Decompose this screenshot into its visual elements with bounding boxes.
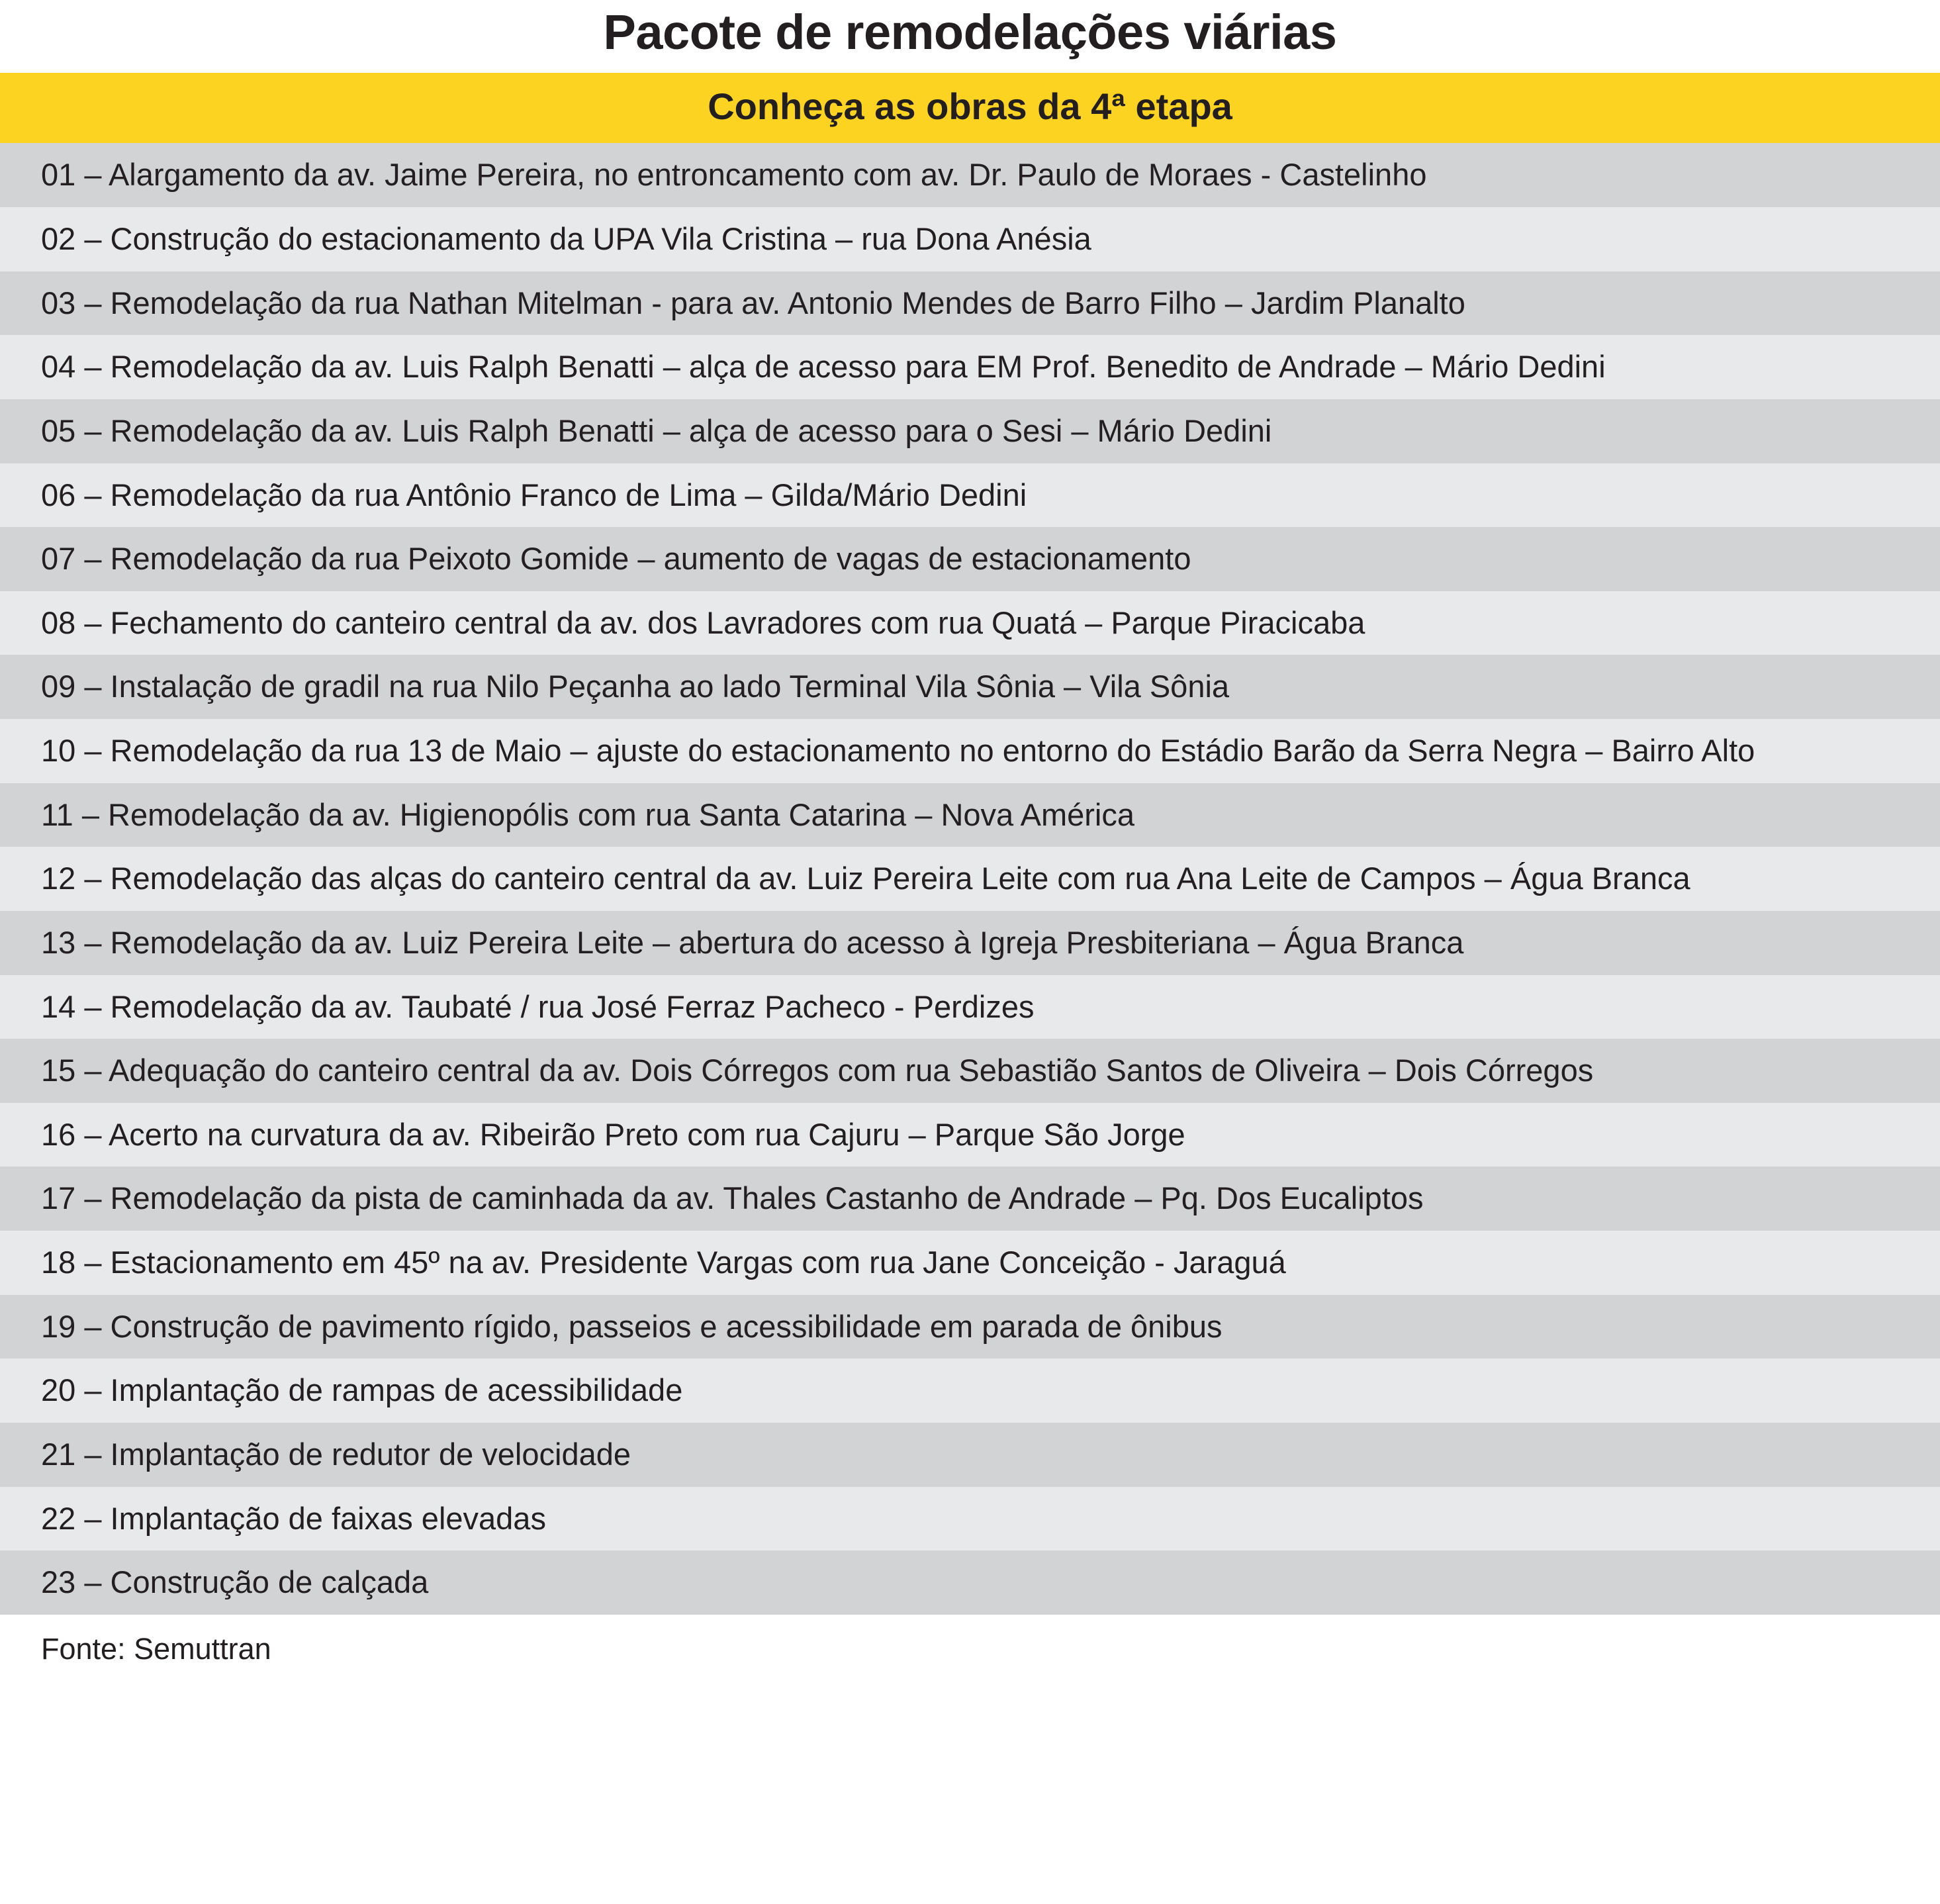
list-item: 14 – Remodelação da av. Taubaté / rua José Ferraz Pacheco - Perdizes xyxy=(0,975,1940,1039)
subtitle-banner: Conheça as obras da 4ª etapa xyxy=(0,73,1940,144)
list-item: 08 – Fechamento do canteiro central da av. dos Lavradores com rua Quatá – Parque Piracicaba xyxy=(0,591,1940,655)
list-item: 03 – Remodelação da rua Nathan Mitelman - para av. Antonio Mendes de Barro Filho – Jardim Planalto xyxy=(0,271,1940,336)
list-item: 06 – Remodelação da rua Antônio Franco de Lima – Gilda/Mário Dedini xyxy=(0,463,1940,528)
list-item: 11 – Remodelação da av. Higienopólis com rua Santa Catarina – Nova América xyxy=(0,783,1940,847)
list-item: 16 – Acerto na curvatura da av. Ribeirão Preto com rua Cajuru – Parque São Jorge xyxy=(0,1103,1940,1167)
list-item: 05 – Remodelação da av. Luis Ralph Benatti – alça de acesso para o Sesi – Mário Dedini xyxy=(0,399,1940,463)
list-item: 18 – Estacionamento em 45º na av. Presidente Vargas com rua Jane Conceição - Jaraguá xyxy=(0,1231,1940,1295)
list-item: 02 – Construção do estacionamento da UPA Vila Cristina – rua Dona Anésia xyxy=(0,207,1940,271)
list-item: 20 – Implantação de rampas de acessibilidade xyxy=(0,1358,1940,1423)
list-item: 12 – Remodelação das alças do canteiro central da av. Luiz Pereira Leite com rua Ana Leite de Campos – Água Branca xyxy=(0,847,1940,911)
list-item: 01 – Alargamento da av. Jaime Pereira, no entroncamento com av. Dr. Paulo de Moraes - Castelinho xyxy=(0,143,1940,207)
list-item: 13 – Remodelação da av. Luiz Pereira Leite – abertura do acesso à Igreja Presbiteriana – Água Branca xyxy=(0,911,1940,975)
list-item: 09 – Instalação de gradil na rua Nilo Peçanha ao lado Terminal Vila Sônia – Vila Sônia xyxy=(0,655,1940,719)
list-item: 17 – Remodelação da pista de caminhada da av. Thales Castanho de Andrade – Pq. Dos Eucaliptos xyxy=(0,1166,1940,1231)
source-note: Fonte: Semuttran xyxy=(0,1615,1940,1678)
list-item: 07 – Remodelação da rua Peixoto Gomide – aumento de vagas de estacionamento xyxy=(0,527,1940,591)
list-item: 21 – Implantação de redutor de velocidade xyxy=(0,1423,1940,1487)
works-list xyxy=(0,143,1940,1614)
list-item: 15 – Adequação do canteiro central da av. Dois Córregos com rua Sebastião Santos de Oliveira – Dois Córregos xyxy=(0,1039,1940,1103)
list-item: 19 – Construção de pavimento rígido, passeios e acessibilidade em parada de ônibus xyxy=(0,1295,1940,1359)
list-item: 23 – Construção de calçada xyxy=(0,1550,1940,1615)
list-item: 04 – Remodelação da av. Luis Ralph Benatti – alça de acesso para EM Prof. Benedito de Andrade – Mário Dedini xyxy=(0,335,1940,399)
list-item: 22 – Implantação de faixas elevadas xyxy=(0,1487,1940,1551)
list-item: 10 – Remodelação da rua 13 de Maio – ajuste do estacionamento no entorno do Estádio Barão da Serra Negra – Bairro Alto xyxy=(0,719,1940,783)
page-title: Pacote de remodelações viárias xyxy=(603,5,1337,60)
